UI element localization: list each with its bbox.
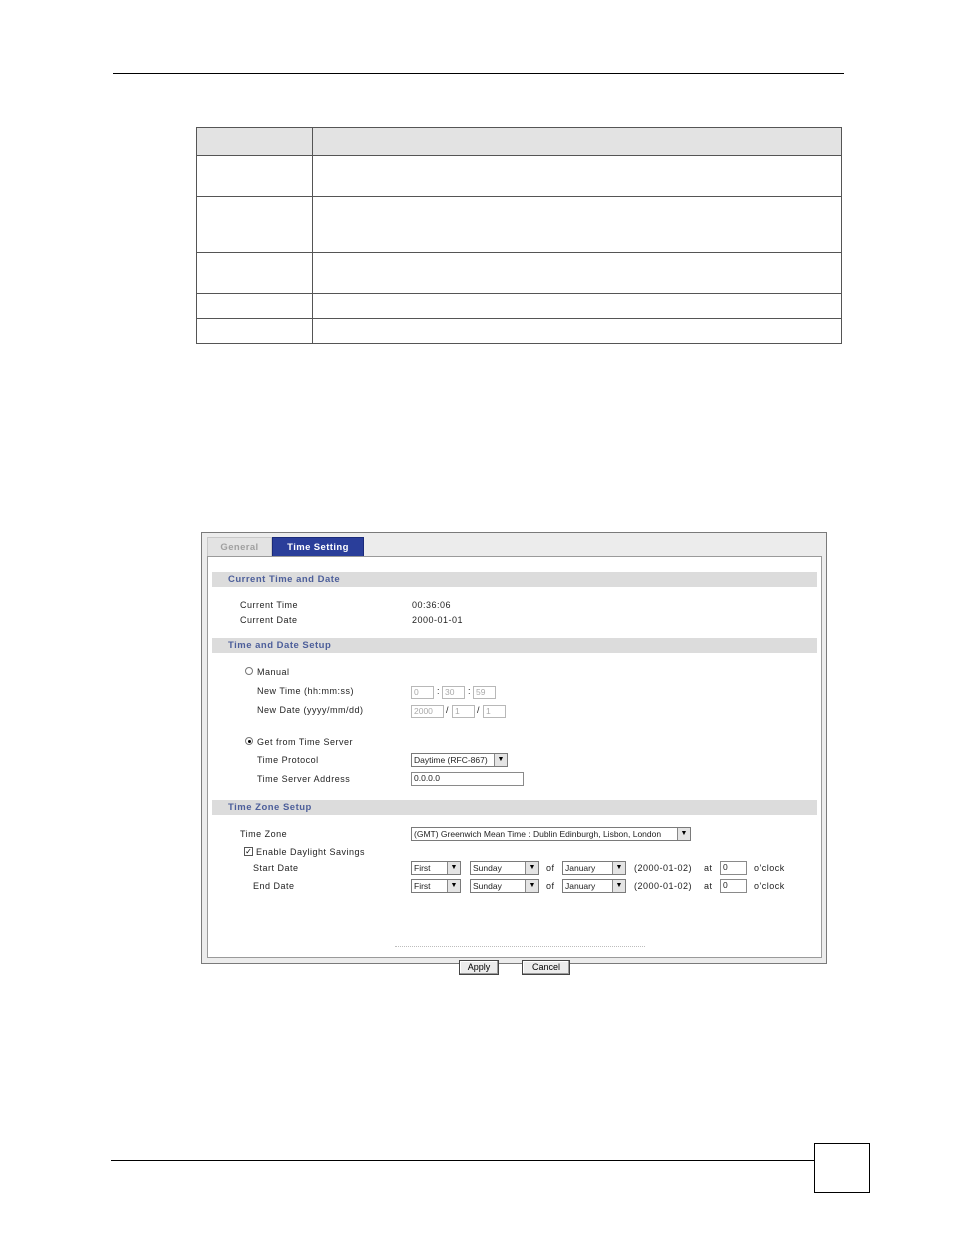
end-month-value: January [565,881,596,891]
start-month-value: January [565,863,596,873]
end-day-select[interactable] [470,879,539,893]
apply-button[interactable]: Apply [459,960,499,975]
end-week-select[interactable] [411,879,461,893]
chevron-down-icon: ▼ [612,862,625,874]
description-table [196,127,842,344]
start-date-label: Start Date [253,863,299,873]
page-number-box [814,1143,870,1193]
end-day-value: Sunday [473,881,502,891]
manual-radio[interactable] [245,667,253,675]
settings-panel [207,556,822,972]
daylight-savings-label: Enable Daylight Savings [256,847,366,857]
table-row [197,294,842,319]
button-divider [395,946,645,947]
new-date-day-input[interactable]: 1 [483,705,506,718]
time-setting-screenshot [201,532,827,972]
start-week-value: First [414,863,431,873]
time-separator: : [468,686,471,696]
new-time-hour-input[interactable]: 0 [411,686,434,699]
time-server-label: Get from Time Server [257,737,354,747]
time-protocol-label: Time Protocol [257,755,319,765]
section-current-time: Current Time and Date [212,572,817,587]
date-separator: / [446,705,449,715]
new-time-second-input[interactable]: 59 [473,686,496,699]
chevron-down-icon: ▼ [677,828,690,840]
current-time-label: Current Time [240,600,299,610]
start-month-select[interactable] [562,861,626,875]
end-example-label: (2000-01-02) [634,881,693,891]
time-separator: : [437,686,440,696]
current-date-value: 2000-01-01 [412,615,464,625]
chevron-down-icon: ▼ [447,880,460,892]
start-of-label: of [546,863,555,873]
chevron-down-icon: ▼ [525,862,538,874]
start-day-select[interactable] [470,861,539,875]
start-oclock-label: o'clock [754,863,785,873]
section-time-date-setup: Time and Date Setup [212,638,817,653]
current-time-value: 00:36:06 [412,600,452,610]
table-row [197,156,842,197]
end-of-label: of [546,881,555,891]
end-oclock-label: o'clock [754,881,785,891]
time-zone-select[interactable] [411,827,691,841]
table-row [197,197,842,253]
footer-rule [111,1160,815,1161]
start-at-label: at [704,863,713,873]
daylight-savings-checkbox[interactable]: ✓ [245,847,252,856]
end-month-select[interactable] [562,879,626,893]
new-time-label: New Time (hh:mm:ss) [257,686,355,696]
date-separator: / [477,705,480,715]
end-at-label: at [704,881,713,891]
table-header-row [197,128,842,156]
chevron-down-icon: ▼ [494,754,507,766]
time-zone-label: Time Zone [240,829,288,839]
tab-general[interactable]: General [207,537,272,556]
time-protocol-value: Daytime (RFC-867) [414,755,488,765]
end-week-value: First [414,881,431,891]
chevron-down-icon: ▼ [447,862,460,874]
new-date-label: New Date (yyyy/mm/dd) [257,705,364,715]
new-date-month-input[interactable]: 1 [452,705,475,718]
time-server-radio[interactable] [245,737,253,745]
chevron-down-icon: ▼ [612,880,625,892]
new-date-year-input[interactable]: 2000 [411,705,444,718]
start-day-value: Sunday [473,863,502,873]
header-rule [113,73,844,74]
start-week-select[interactable] [411,861,461,875]
new-time-minute-input[interactable]: 30 [442,686,465,699]
manual-label: Manual [257,667,290,677]
chevron-down-icon: ▼ [525,880,538,892]
tab-bar [202,533,826,556]
time-protocol-select[interactable] [411,753,508,767]
cancel-button[interactable]: Cancel [522,960,570,975]
section-time-zone-setup: Time Zone Setup [212,800,817,815]
end-hour-input[interactable]: 0 [720,879,747,893]
time-zone-value: (GMT) Greenwich Mean Time : Dublin Edinburgh, Lisbon, London [414,829,662,839]
start-example-label: (2000-01-02) [634,863,693,873]
table-row [197,319,842,344]
table-row [197,253,842,294]
tab-time-setting[interactable]: Time Setting [272,537,364,556]
time-server-address-label: Time Server Address [257,774,351,784]
start-hour-input[interactable]: 0 [720,861,747,875]
end-date-label: End Date [253,881,295,891]
time-server-address-input[interactable]: 0.0.0.0 [411,772,524,786]
current-date-label: Current Date [240,615,298,625]
